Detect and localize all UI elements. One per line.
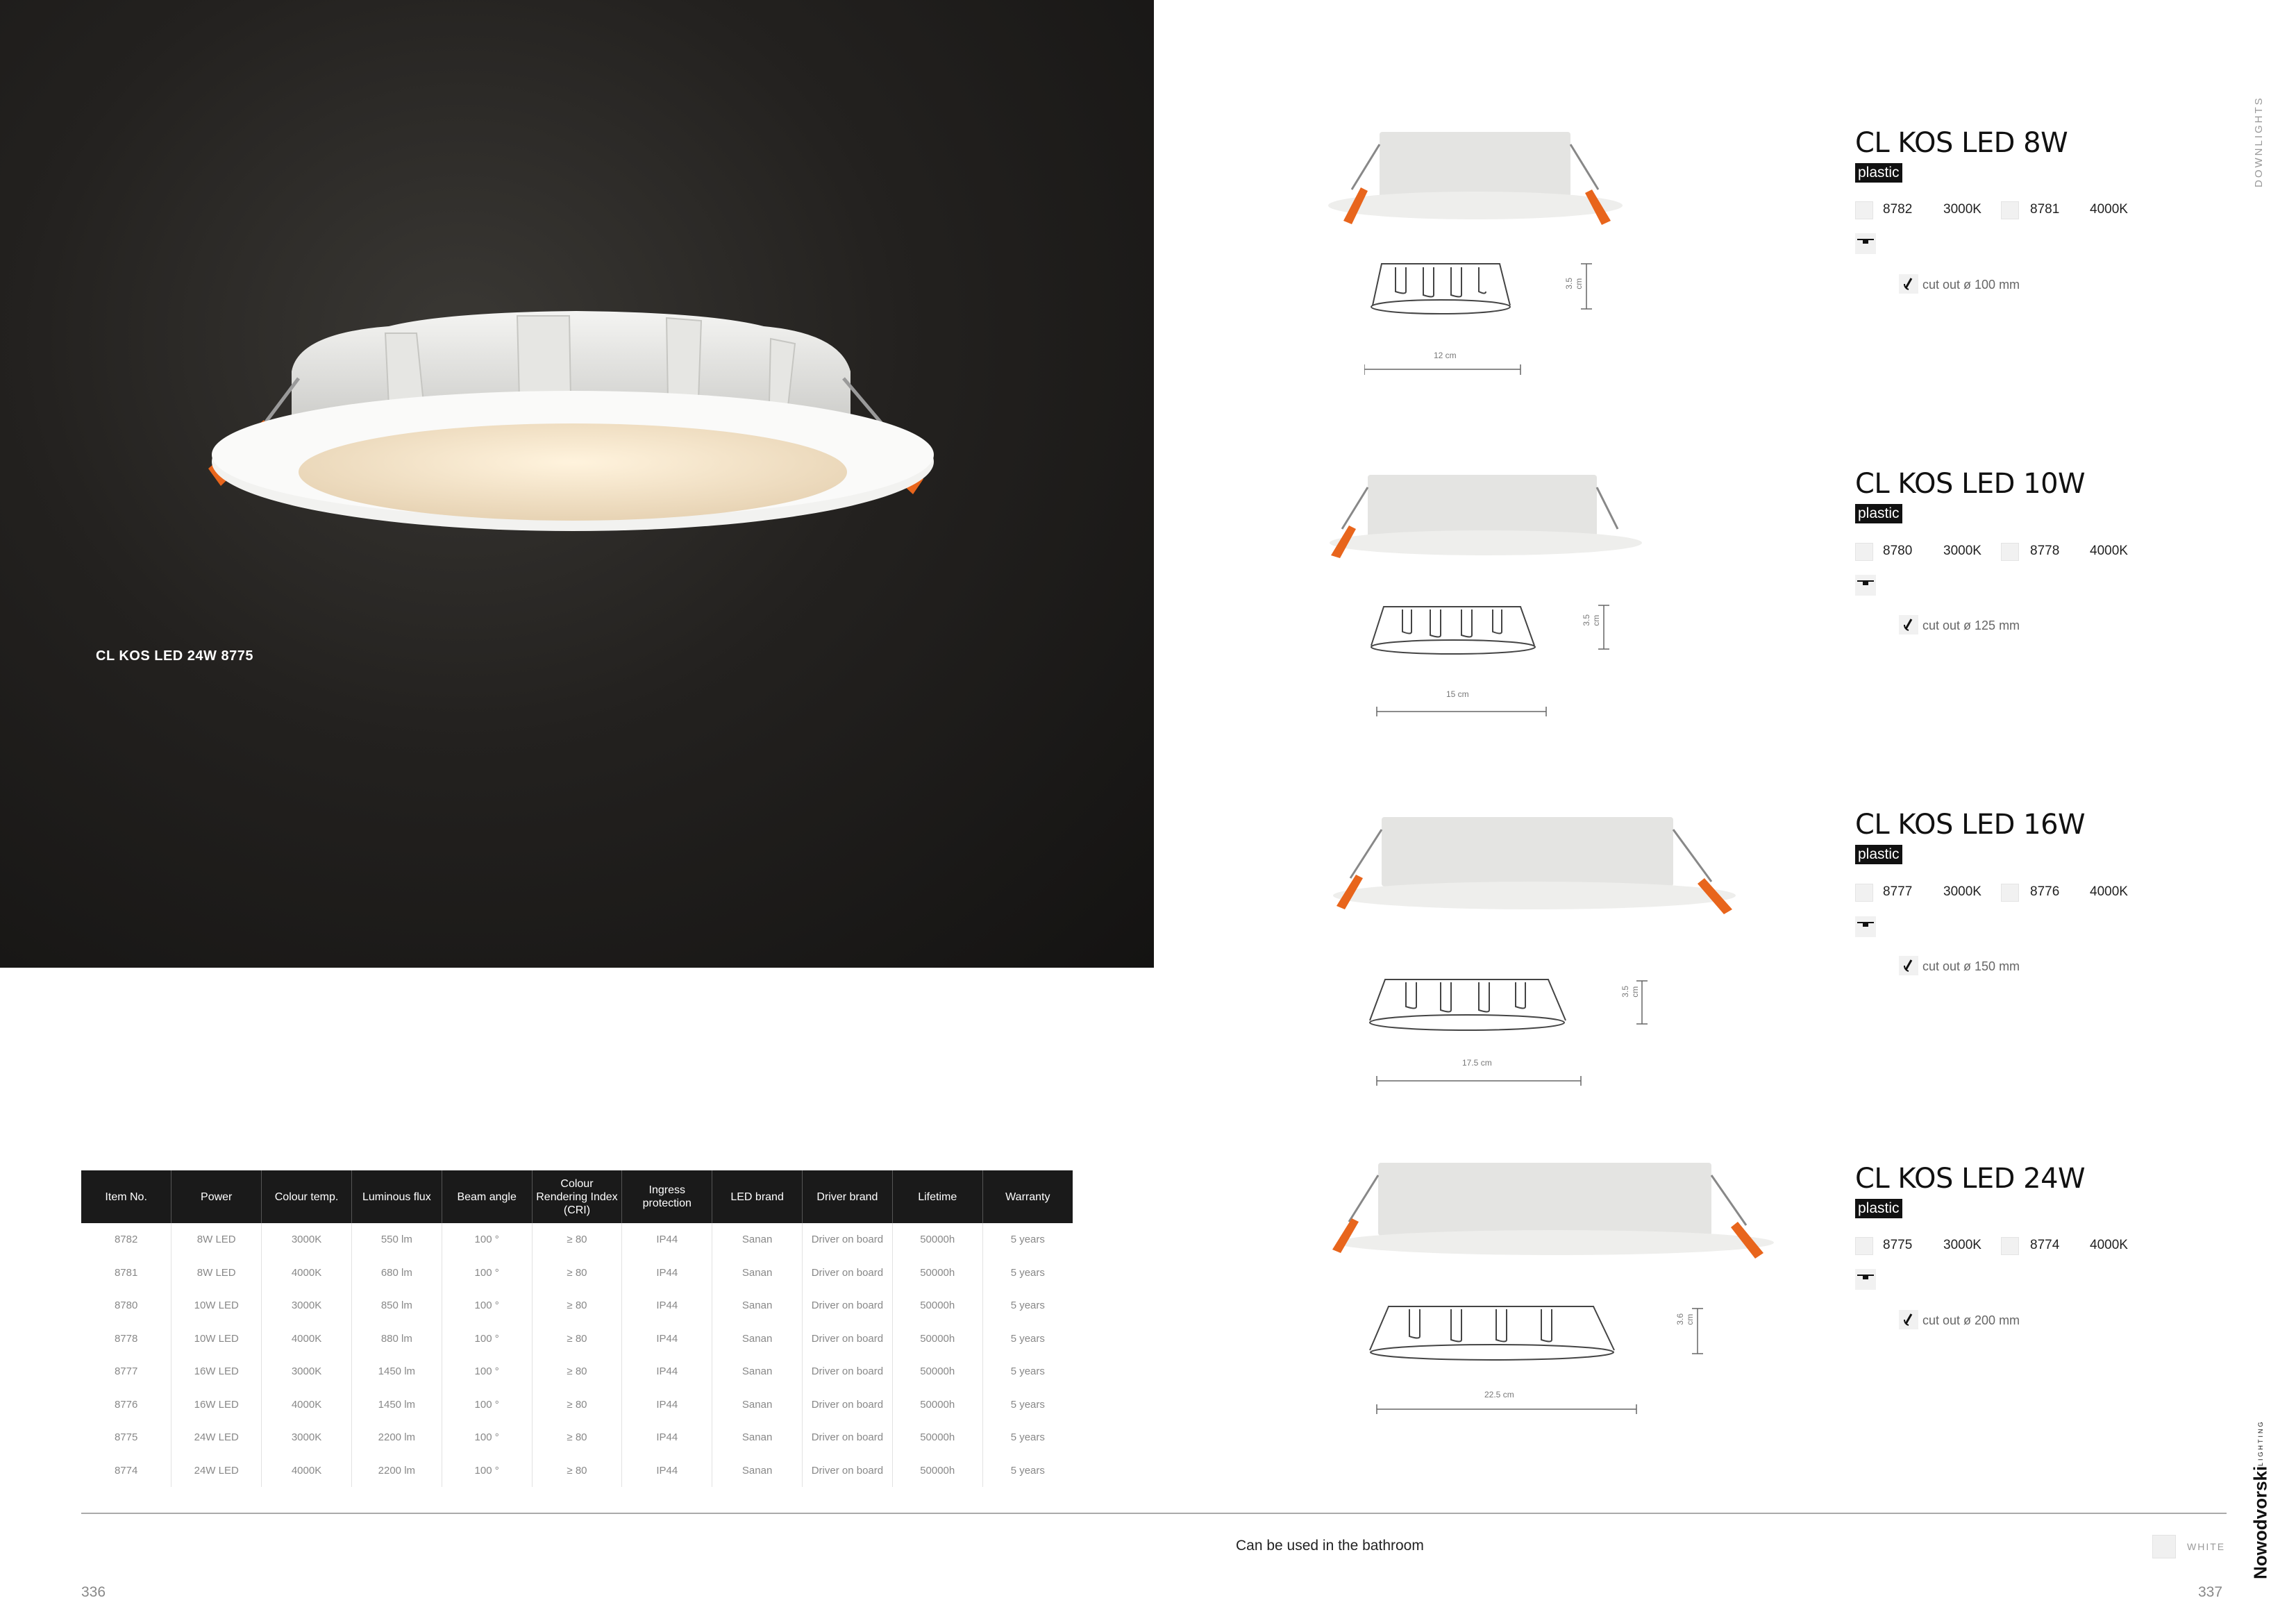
- cell-lifetime: 50000h: [892, 1256, 982, 1290]
- color-swatch: [2001, 884, 2019, 902]
- header-warranty: Warranty: [982, 1170, 1073, 1223]
- page-number-left: 336: [81, 1584, 106, 1600]
- product-title: CL KOS LED 10W: [1855, 468, 2086, 500]
- color-temp: 4000K: [2090, 1238, 2128, 1252]
- cell-item-no: 8782: [114, 1234, 138, 1246]
- recessed-mount-icon: [1855, 1269, 1876, 1290]
- cell-beam-angle: 100 °: [442, 1454, 532, 1488]
- header-power: Power: [171, 1170, 262, 1223]
- cell-driver-brand: Driver on board: [803, 1421, 893, 1454]
- item-number: 8781: [2030, 202, 2060, 217]
- cutout-icon: [1899, 274, 1918, 294]
- cell-cri: ≥ 80: [532, 1223, 622, 1256]
- item-number: 8778: [2030, 544, 2060, 558]
- cutout-icon: [1899, 615, 1918, 634]
- cell-warranty: 5 years: [982, 1421, 1073, 1454]
- table-header-row: [81, 1170, 1073, 1223]
- table-row: [81, 1289, 1073, 1322]
- cell-cri: ≥ 80: [532, 1388, 622, 1422]
- cell-beam-angle: 100 °: [442, 1289, 532, 1322]
- cell-item-no: 8780: [114, 1300, 138, 1312]
- color-swatch: [2001, 543, 2019, 561]
- cell-warranty: 5 years: [982, 1355, 1073, 1388]
- cutout-icon: [1899, 1310, 1918, 1329]
- recessed-mount-icon: [1855, 575, 1876, 596]
- product-title: CL KOS LED 8W: [1855, 127, 2068, 159]
- color-swatch: [2001, 1237, 2019, 1255]
- cell-colour-temp: 4000K: [262, 1454, 352, 1488]
- color-temp: 3000K: [1943, 544, 1981, 558]
- table-row: [81, 1388, 1073, 1422]
- item-number: 8780: [1883, 544, 1913, 558]
- hero-photo: [0, 0, 1154, 968]
- section-label: DOWNLIGHTS: [2253, 96, 2265, 187]
- material-badge: plastic: [1855, 163, 1902, 183]
- product-photo: [1323, 466, 1663, 571]
- header-driver-brand: Driver brand: [803, 1170, 893, 1223]
- cell-luminous-flux: 1450 lm: [351, 1355, 442, 1388]
- color-temp: 3000K: [1943, 884, 1981, 899]
- cell-driver-brand: Driver on board: [803, 1454, 893, 1488]
- cell-cri: ≥ 80: [532, 1289, 622, 1322]
- table-row: [81, 1223, 1073, 1256]
- header-led-brand: LED brand: [712, 1170, 803, 1223]
- height-label: 3.6 cm: [1675, 1313, 1695, 1325]
- cell-driver-brand: Driver on board: [803, 1388, 893, 1422]
- cell-colour-temp: 4000K: [262, 1322, 352, 1356]
- cell-luminous-flux: 1450 lm: [351, 1388, 442, 1422]
- dimension-drawing: [1364, 1298, 1711, 1423]
- cell-colour-temp: 3000K: [262, 1223, 352, 1256]
- cell-cri: ≥ 80: [532, 1256, 622, 1290]
- cell-lifetime: 50000h: [892, 1289, 982, 1322]
- cutout-text: cut out ø 200 mm: [1922, 1313, 2020, 1327]
- cell-lifetime: 50000h: [892, 1421, 982, 1454]
- cell-driver-brand: Driver on board: [803, 1322, 893, 1356]
- cell-item-no: 8781: [114, 1266, 138, 1279]
- color-swatch: [2001, 201, 2019, 219]
- cell-driver-brand: Driver on board: [803, 1256, 893, 1290]
- brand-name: Nowodvorski: [2249, 1465, 2271, 1579]
- cell-power: 16W LED: [171, 1355, 262, 1388]
- cutout-icon: [1899, 956, 1918, 975]
- cell-driver-brand: Driver on board: [803, 1223, 893, 1256]
- cell-power: 8W LED: [171, 1223, 262, 1256]
- cell-power: 10W LED: [171, 1322, 262, 1356]
- cell-power: 8W LED: [171, 1256, 262, 1290]
- cell-power: 10W LED: [171, 1289, 262, 1322]
- width-label: 12 cm: [1434, 351, 1457, 360]
- hero-downlight-illustration: [0, 0, 1154, 968]
- header-cri: Colour Rendering Index (CRI): [532, 1170, 622, 1223]
- cell-warranty: 5 years: [982, 1256, 1073, 1290]
- cell-power: 24W LED: [171, 1454, 262, 1488]
- cell-lifetime: 50000h: [892, 1454, 982, 1488]
- cell-cri: ≥ 80: [532, 1421, 622, 1454]
- table-row: [81, 1256, 1073, 1290]
- color-temp: 4000K: [2090, 544, 2128, 558]
- cell-colour-temp: 3000K: [262, 1355, 352, 1388]
- cell-colour-temp: 4000K: [262, 1256, 352, 1290]
- product-photo: [1323, 1156, 1795, 1267]
- width-label: 15 cm: [1446, 689, 1469, 699]
- header-item-no: Item No.: [81, 1170, 171, 1223]
- cutout-text: cut out ø 150 mm: [1922, 959, 2020, 973]
- item-number: 8775: [1883, 1238, 1913, 1252]
- cell-lifetime: 50000h: [892, 1322, 982, 1356]
- material-badge: plastic: [1855, 1199, 1902, 1218]
- color-label: WHITE: [2187, 1541, 2226, 1552]
- cell-ingress-protection: IP44: [622, 1256, 712, 1290]
- color-swatch: [1855, 1237, 1873, 1255]
- dimension-drawing: [1364, 968, 1656, 1093]
- product-title: CL KOS LED 24W: [1855, 1163, 2086, 1195]
- cell-luminous-flux: 550 lm: [351, 1223, 442, 1256]
- width-label: 17.5 cm: [1462, 1058, 1492, 1068]
- cell-item-no: 8774: [114, 1464, 138, 1477]
- cell-warranty: 5 years: [982, 1289, 1073, 1322]
- color-temp: 4000K: [2090, 202, 2128, 217]
- cell-ingress-protection: IP44: [622, 1421, 712, 1454]
- dimension-drawing: [1364, 257, 1600, 382]
- cell-luminous-flux: 2200 lm: [351, 1421, 442, 1454]
- cell-lifetime: 50000h: [892, 1388, 982, 1422]
- header-colour-temp: Colour temp.: [262, 1170, 352, 1223]
- bathroom-note: Can be used in the bathroom: [1236, 1538, 1424, 1554]
- cell-warranty: 5 years: [982, 1454, 1073, 1488]
- header-lifetime: Lifetime: [892, 1170, 982, 1223]
- color-swatch: [1855, 884, 1873, 902]
- brand-sub: LIGHTING: [2257, 1420, 2264, 1466]
- height-label: 3.5 cm: [1582, 614, 1601, 626]
- cell-ingress-protection: IP44: [622, 1388, 712, 1422]
- cell-beam-angle: 100 °: [442, 1421, 532, 1454]
- footer-divider: [81, 1513, 2227, 1514]
- cell-driver-brand: Driver on board: [803, 1289, 893, 1322]
- cell-led-brand: Sanan: [712, 1322, 803, 1356]
- height-label: 3.5 cm: [1564, 278, 1584, 289]
- item-number: 8777: [1883, 884, 1913, 899]
- cutout-text: cut out ø 125 mm: [1922, 619, 2020, 632]
- recessed-mount-icon: [1855, 233, 1876, 254]
- brand-logo: [2247, 1420, 2274, 1579]
- cell-lifetime: 50000h: [892, 1223, 982, 1256]
- header-beam-angle: Beam angle: [442, 1170, 532, 1223]
- header-ingress-protection: Ingress protection: [622, 1170, 712, 1223]
- cell-ingress-protection: IP44: [622, 1454, 712, 1488]
- cell-colour-temp: 3000K: [262, 1421, 352, 1454]
- hero-caption: CL KOS LED 24W 8775: [96, 648, 253, 664]
- cell-luminous-flux: 850 lm: [351, 1289, 442, 1322]
- table-row: [81, 1421, 1073, 1454]
- cell-power: 24W LED: [171, 1421, 262, 1454]
- cell-item-no: 8775: [114, 1431, 138, 1444]
- cell-led-brand: Sanan: [712, 1289, 803, 1322]
- table-row: [81, 1355, 1073, 1388]
- cell-led-brand: Sanan: [712, 1223, 803, 1256]
- cell-cri: ≥ 80: [532, 1454, 622, 1488]
- cell-warranty: 5 years: [982, 1223, 1073, 1256]
- color-swatch: [1855, 543, 1873, 561]
- cell-item-no: 8778: [114, 1332, 138, 1345]
- color-temp: 4000K: [2090, 884, 2128, 899]
- height-label: 3.5 cm: [1620, 986, 1640, 998]
- cell-led-brand: Sanan: [712, 1256, 803, 1290]
- color-swatch: [1855, 201, 1873, 219]
- cell-led-brand: Sanan: [712, 1388, 803, 1422]
- cell-luminous-flux: 2200 lm: [351, 1454, 442, 1488]
- cell-lifetime: 50000h: [892, 1355, 982, 1388]
- recessed-mount-icon: [1855, 916, 1876, 937]
- cell-item-no: 8776: [114, 1398, 138, 1411]
- material-badge: plastic: [1855, 504, 1902, 523]
- cell-item-no: 8777: [114, 1365, 138, 1378]
- color-swatch-white: [2152, 1535, 2176, 1558]
- cell-power: 16W LED: [171, 1388, 262, 1422]
- item-number: 8782: [1883, 202, 1913, 217]
- cell-ingress-protection: IP44: [622, 1223, 712, 1256]
- table-row: [81, 1322, 1073, 1356]
- cell-driver-brand: Driver on board: [803, 1355, 893, 1388]
- cell-warranty: 5 years: [982, 1322, 1073, 1356]
- color-temp: 3000K: [1943, 202, 1981, 217]
- item-number: 8776: [2030, 884, 2060, 899]
- cell-luminous-flux: 880 lm: [351, 1322, 442, 1356]
- cell-colour-temp: 3000K: [262, 1289, 352, 1322]
- product-photo: [1323, 124, 1628, 235]
- cell-cri: ≥ 80: [532, 1322, 622, 1356]
- page-number-right: 337: [2198, 1584, 2223, 1600]
- width-label: 22.5 cm: [1484, 1390, 1514, 1399]
- cell-led-brand: Sanan: [712, 1421, 803, 1454]
- color-temp: 3000K: [1943, 1238, 1981, 1252]
- header-luminous-flux: Luminous flux: [351, 1170, 442, 1223]
- table-row: [81, 1454, 1073, 1488]
- cell-beam-angle: 100 °: [442, 1256, 532, 1290]
- cell-led-brand: Sanan: [712, 1355, 803, 1388]
- cell-beam-angle: 100 °: [442, 1355, 532, 1388]
- cell-luminous-flux: 680 lm: [351, 1256, 442, 1290]
- product-title: CL KOS LED 16W: [1855, 809, 2086, 841]
- cutout-text: cut out ø 100 mm: [1922, 278, 2020, 292]
- item-number: 8774: [2030, 1238, 2060, 1252]
- cell-ingress-protection: IP44: [622, 1289, 712, 1322]
- cell-beam-angle: 100 °: [442, 1223, 532, 1256]
- cell-warranty: 5 years: [982, 1388, 1073, 1422]
- cell-colour-temp: 4000K: [262, 1388, 352, 1422]
- product-photo: [1323, 809, 1753, 923]
- material-badge: plastic: [1855, 845, 1902, 864]
- cell-cri: ≥ 80: [532, 1355, 622, 1388]
- cell-ingress-protection: IP44: [622, 1355, 712, 1388]
- cell-ingress-protection: IP44: [622, 1322, 712, 1356]
- cell-beam-angle: 100 °: [442, 1388, 532, 1422]
- cell-led-brand: Sanan: [712, 1454, 803, 1488]
- cell-beam-angle: 100 °: [442, 1322, 532, 1356]
- spec-table: [81, 1170, 1073, 1487]
